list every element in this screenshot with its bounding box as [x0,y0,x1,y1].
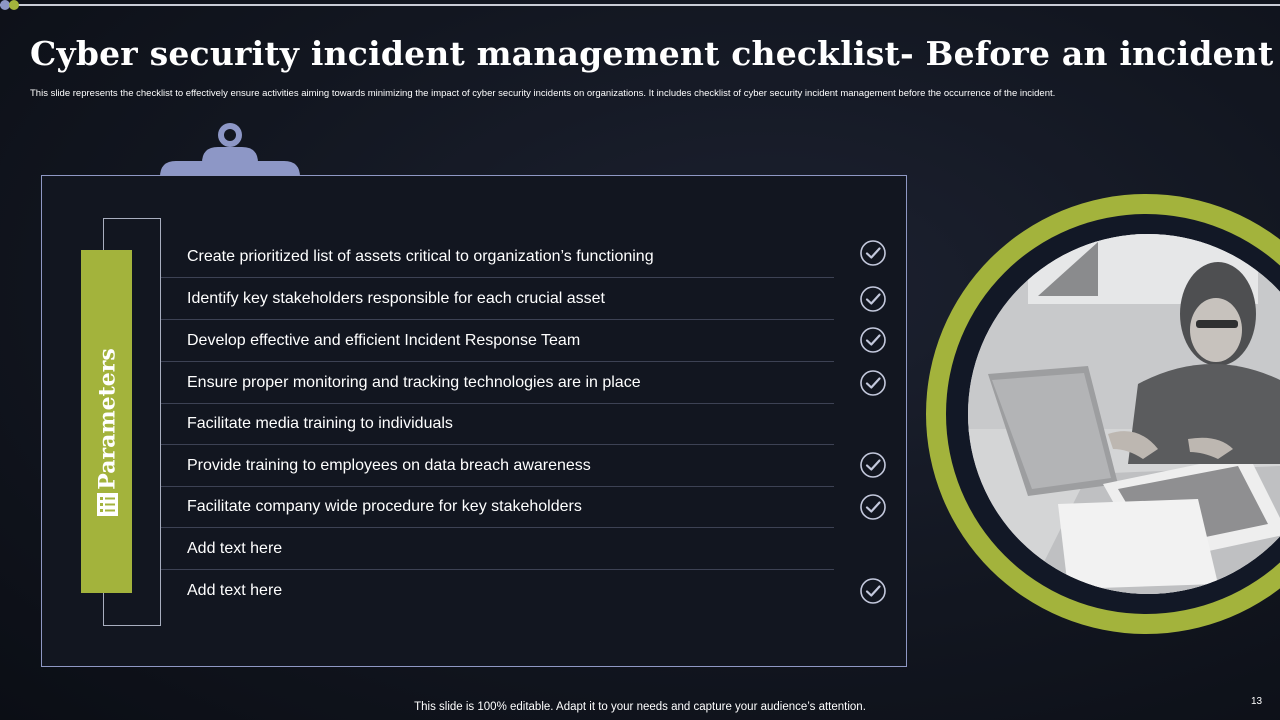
checklist-item-text: Identify key stakeholders responsible for each crucial asset [187,289,605,307]
check-circle-icon [859,577,887,605]
check-circle-icon [859,493,887,521]
footer-note: This slide is 100% editable. Adapt it to your needs and capture your audience’s attention. [414,701,866,713]
checklist-item-text: Add text here [187,581,283,599]
check-circle-icon [859,326,887,354]
checklist-item-text: Create prioritized list of assets critical to organization’s functioning [187,247,654,265]
checklist-item [161,528,834,570]
checklist-item [161,570,834,611]
check-circle-icon [859,369,887,397]
checklist-item-text: Provide training to employees on data breach awareness [187,456,591,474]
checklist-item [161,403,834,445]
checklist-item-text: Develop effective and efficient Incident Response Team [187,331,581,349]
checklist-item [161,445,834,487]
checklist-document-icon [94,491,121,518]
parameters-label: Parameters [94,348,121,490]
top-dot-right [9,0,19,10]
checklist-item [161,236,834,278]
check-circle-icon [859,451,887,479]
check-circle-icon [859,239,887,267]
checklist-item-text: Ensure proper monitoring and tracking technologies are in place [187,373,641,391]
checklist-item [161,278,834,320]
checklist-item-text: Facilitate company wide procedure for key stakeholders [187,497,582,515]
top-rule [0,4,1280,6]
page-number: 13 [1251,696,1263,707]
checklist-item [161,486,834,528]
slide-title: Cyber security incident management checklist- Before an incident [30,34,1274,73]
checklist-item [161,362,834,404]
parameters-label-wrap [86,344,129,494]
clipboard-clip-icon [160,121,300,177]
check-circle-icon [859,285,887,313]
checklist-item-text: Add text here [187,539,283,557]
checklist-item-text: Facilitate media training to individuals [187,414,453,432]
slide-subtitle: This slide represents the checklist to effectively ensure activities aiming towards minimizing the impact of cyber security incidents on organizations. It includes checklist of cyber security incident management before the occurrence of the incident. [30,88,1056,99]
checklist-item [161,320,834,362]
